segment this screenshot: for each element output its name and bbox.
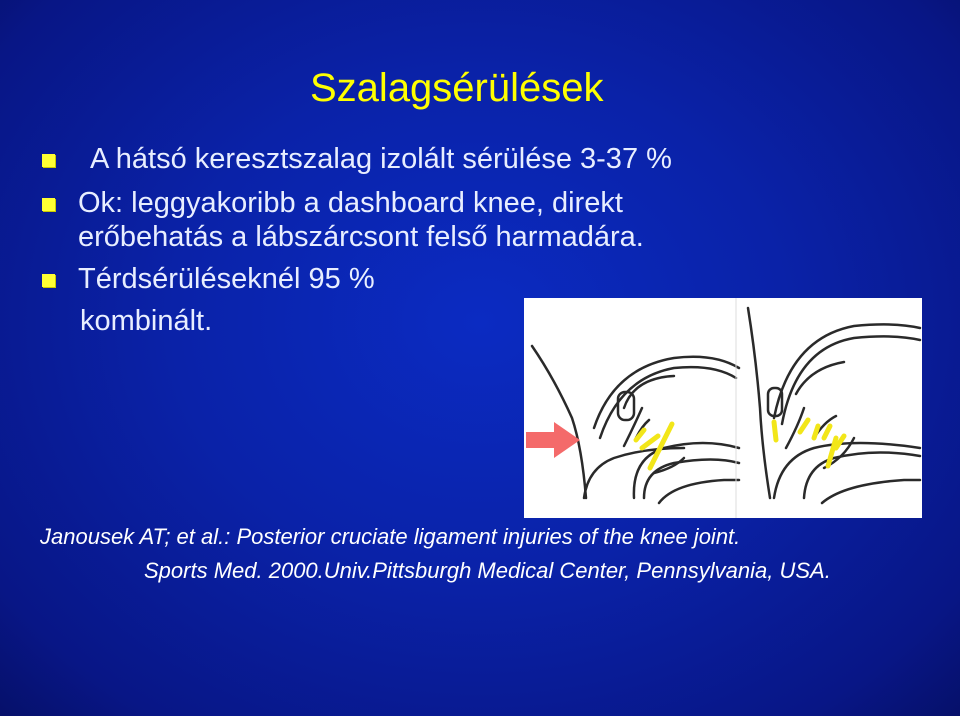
reference-line-1: Janousek AT; et al.: Posterior cruciate ligament injuries of the knee joint. — [40, 524, 741, 549]
knee-diagram-left — [532, 346, 739, 503]
arrow-icon — [526, 422, 580, 458]
square-bullet-icon — [42, 274, 55, 287]
bullet-text: A hátsó keresztszalag izolált sérülése 3-37 % — [90, 143, 672, 175]
knee-diagram-right — [748, 308, 920, 503]
square-bullet-icon — [42, 198, 55, 211]
knee-diagram-svg — [524, 298, 922, 518]
bullet-text: Ok: leggyakoribb a dashboard knee, direkt — [78, 187, 623, 219]
bullet-item — [40, 186, 900, 254]
bullet-item — [40, 142, 900, 176]
ligament-left — [636, 424, 672, 468]
bullet-text: Térdsérüléseknél 95 % — [78, 263, 375, 295]
bullet-text-continued: erőbehatás a lábszárcsont felső harmadára. — [78, 221, 644, 253]
bullet-item — [40, 262, 900, 296]
square-bullet-icon — [42, 154, 55, 167]
slide-title: Szalagsérülések — [310, 66, 604, 110]
knee-injury-illustration — [524, 298, 922, 518]
reference-line-2: Sports Med. 2000.Univ.Pittsburgh Medical Center, Pennsylvania, USA. — [144, 558, 831, 583]
bullet-text-continued: kombinált. — [80, 305, 213, 337]
